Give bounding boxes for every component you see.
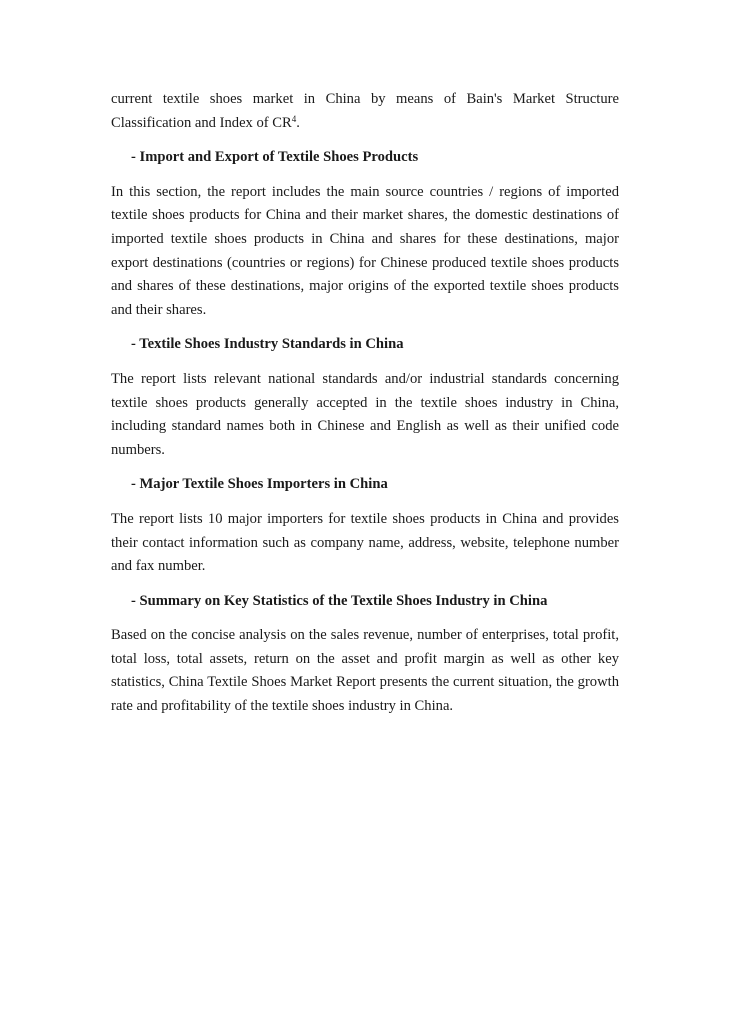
section-body-key-statistics: Based on the concise analysis on the sales revenue, number of enterprises, total profit, total loss, total assets, return on the asset and profit margin as well as other key statistics, China Textile Shoes Market Report presents the current situation, the growth rate and profitability of the textile shoes industry in China. — [111, 627, 619, 715]
section-heading-import-export: - Import and Export of Textile Shoes Products — [131, 149, 419, 166]
intro-text: current textile shoes market in China by means of Bain's Market Structure Classification and Index of CR — [111, 91, 619, 131]
intro-paragraph — [111, 88, 619, 135]
section-body-import-export: In this section, the report includes the main source countries / regions of imported textile shoes products for China and their market shares, the domestic destinations of imported textile shoes products in China and shares for these destinations, major export destinations (countries or regions) for Chinese produced textile shoes products and shares of these destinations, major origins of the exported textile shoes products and their shares. — [111, 183, 619, 318]
section-body-standards: The report lists relevant national standards and/or industrial standards concerning textile shoes products generally accepted in the textile shoes industry in China, including standard names both in Chinese and English as well as their unified code numbers. — [111, 370, 619, 458]
section-body-importers: The report lists 10 major importers for textile shoes products in China and provides their contact information such as company name, address, website, telephone number and fax number. — [111, 510, 619, 575]
intro-end: . — [296, 114, 300, 131]
section-heading-importers: - Major Textile Shoes Importers in China — [131, 476, 388, 493]
section-heading-key-statistics: - Summary on Key Statistics of the Textile Shoes Industry in China — [131, 592, 548, 609]
section-heading-standards: - Textile Shoes Industry Standards in China — [131, 336, 404, 353]
intro-superscript: 4 — [291, 113, 297, 124]
document-body — [111, 88, 619, 719]
